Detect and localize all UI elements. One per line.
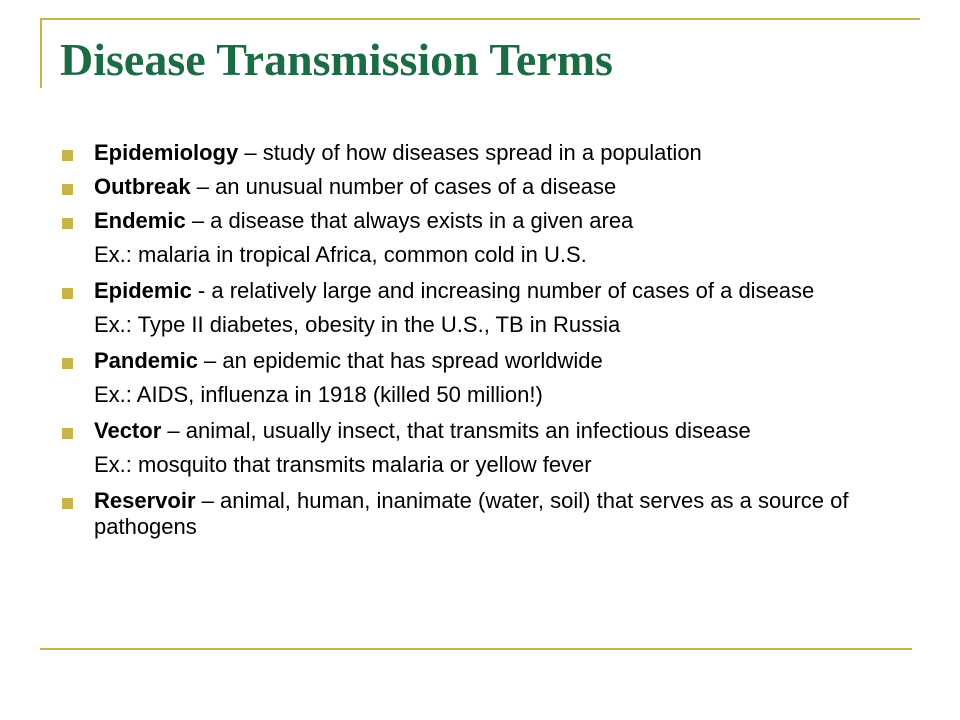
term-name: Epidemiology: [94, 140, 239, 165]
square-bullet-icon: [62, 428, 73, 439]
term-name: Endemic: [94, 208, 186, 233]
list-item: [60, 418, 910, 444]
square-bullet-icon: [62, 288, 73, 299]
square-bullet-icon: [62, 358, 73, 369]
term-definition: animal, human, inanimate (water, soil) that serves as a source of pathogens: [94, 488, 849, 539]
frame-top-line: [40, 18, 920, 20]
list-item: [60, 278, 910, 304]
term-example: Ex.: Type II diabetes, obesity in the U.S., TB in Russia: [94, 312, 621, 337]
term-name: Reservoir: [94, 488, 196, 513]
list-item: [60, 348, 910, 374]
term-definition: animal, usually insect, that transmits an infectious disease: [185, 418, 751, 443]
frame-left-line: [40, 18, 42, 88]
term-example: Ex.: AIDS, influenza in 1918 (killed 50 million!): [94, 382, 543, 407]
terms-list: [60, 140, 910, 548]
square-bullet-icon: [62, 150, 73, 161]
square-bullet-icon: [62, 184, 73, 195]
square-bullet-icon: [62, 218, 73, 229]
term-separator: –: [161, 418, 186, 443]
term-separator: –: [197, 348, 223, 373]
term-name: Epidemic: [94, 278, 192, 303]
term-definition: study of how diseases spread in a population: [262, 140, 702, 165]
square-bullet-icon: [62, 498, 73, 509]
term-separator: –: [238, 140, 263, 165]
term-separator: -: [191, 278, 212, 303]
term-separator: –: [195, 488, 220, 513]
term-name: Pandemic: [94, 348, 198, 373]
term-name: Outbreak: [94, 174, 191, 199]
list-item: [60, 488, 910, 540]
term-separator: –: [190, 174, 216, 199]
term-definition: a disease that always exists in a given area: [210, 208, 634, 233]
list-item: [60, 140, 910, 166]
slide-title: Disease Transmission Terms: [60, 34, 613, 85]
term-definition: a relatively large and increasing number of cases of a disease: [211, 278, 815, 303]
term-definition: an epidemic that has spread worldwide: [222, 348, 603, 373]
term-name: Vector: [94, 418, 162, 443]
term-separator: –: [185, 208, 211, 233]
frame-bottom-line: [40, 648, 912, 650]
term-definition: an unusual number of cases of a disease: [215, 174, 617, 199]
list-item: [60, 208, 910, 234]
term-example: Ex.: malaria in tropical Africa, common cold in U.S.: [94, 242, 587, 267]
list-item: [60, 174, 910, 200]
term-example: Ex.: mosquito that transmits malaria or yellow fever: [94, 452, 592, 477]
